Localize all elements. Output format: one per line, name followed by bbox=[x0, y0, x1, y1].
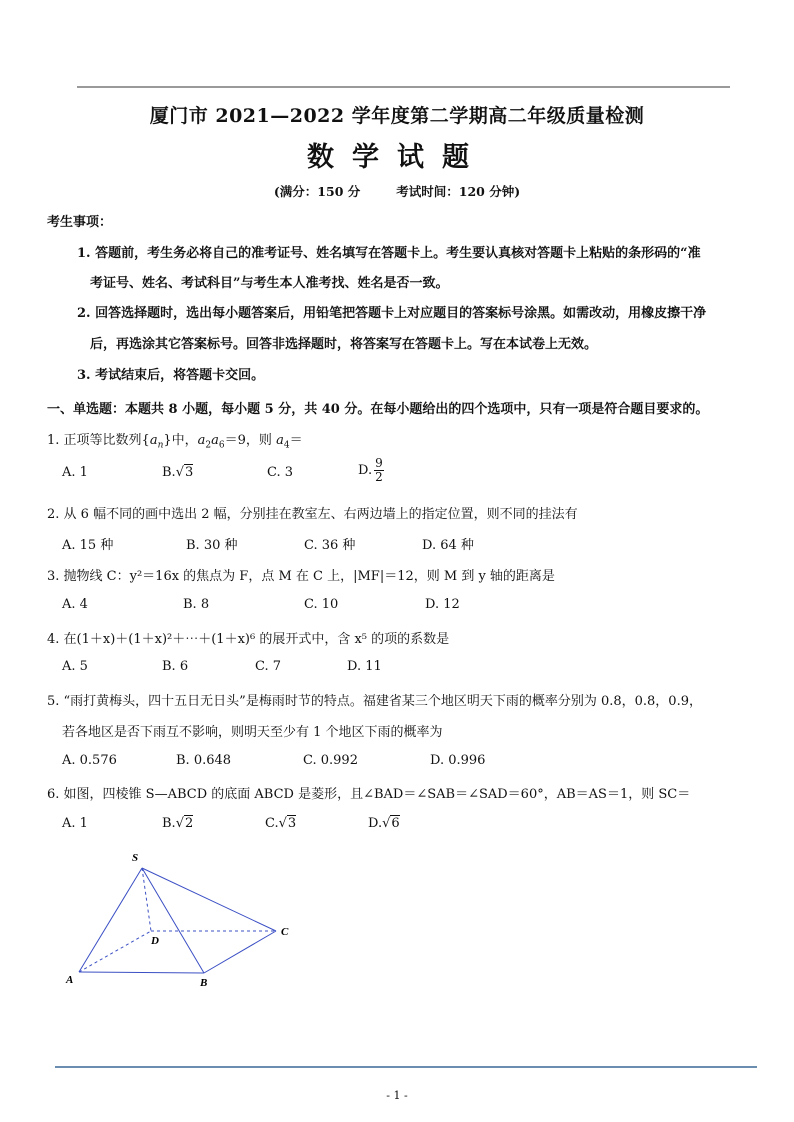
subject-title: 数学试题 bbox=[307, 142, 487, 173]
note-line: 后，再选涂其它答案标号。回答非选择题时，将答案写在答题卡上。写在本试卷上无效。 bbox=[90, 337, 598, 352]
option-c: C. 3 bbox=[267, 465, 294, 480]
option-c: C.√3 bbox=[265, 816, 297, 831]
exam-time: 考试时间：120 分钟) bbox=[396, 184, 521, 199]
question-2: 2. 从 6 幅不同的画中选出 2 幅，分别挂在教室左、右两边墙上的指定位置，则不同的挂法有 bbox=[47, 507, 578, 522]
label-c: C bbox=[281, 926, 289, 938]
top-rule bbox=[77, 86, 730, 88]
edge-sc bbox=[142, 868, 276, 931]
exam-title: 厦门市 2021—2022 学年度第二学期高二年级质量检测 bbox=[149, 105, 645, 127]
option-d: D. 64 种 bbox=[422, 538, 474, 553]
option-a: A. 1 bbox=[62, 816, 88, 831]
option-b: B. 8 bbox=[183, 597, 210, 612]
option-d: D.√6 bbox=[368, 816, 400, 831]
option-c: C. 7 bbox=[255, 659, 282, 674]
edge-sb bbox=[142, 868, 204, 973]
edge-sa bbox=[79, 868, 142, 972]
edge-sd bbox=[142, 868, 151, 931]
option-d: D. 0.996 bbox=[430, 753, 486, 768]
option-a: A. 4 bbox=[62, 597, 88, 612]
notes-heading: 考生事项： bbox=[47, 215, 113, 230]
option-d: D. 12 bbox=[425, 597, 460, 612]
option-c: C. 36 种 bbox=[304, 538, 356, 553]
label-s: S bbox=[132, 852, 139, 864]
question-4: 4. 在(1＋x)＋(1＋x)²＋⋯＋(1＋x)⁶ 的展开式中，含 x⁵ 的项的系数是 bbox=[47, 632, 450, 647]
question-1: 1. 正项等比数列$\{a_n\}$中，$a_2a_6=9$，则 $a_4=$ bbox=[47, 433, 303, 451]
bottom-rule bbox=[55, 1066, 757, 1068]
exam-info bbox=[0, 182, 794, 200]
option-c: C. 0.992 bbox=[303, 753, 358, 768]
edge-ad bbox=[79, 931, 151, 972]
full-score: (满分：150 分 bbox=[273, 184, 361, 199]
label-b: B bbox=[200, 977, 208, 989]
option-a: A. 0.576 bbox=[62, 753, 117, 768]
question-3: 3. 抛物线 C：y²＝16x 的焦点为 F，点 M 在 C 上，|MF|＝12，则 M 到 y 轴的距离是 bbox=[47, 569, 555, 584]
edge-ab bbox=[79, 972, 204, 973]
note-line: 考证号、姓名、考试科目”与考生本人准考找、姓名是否一致。 bbox=[90, 276, 449, 291]
option-c: C. 10 bbox=[304, 597, 339, 612]
pyramid-figure bbox=[60, 845, 310, 995]
edge-bc bbox=[204, 931, 276, 973]
option-b: B.√2 bbox=[162, 816, 194, 831]
question-5-line-2: 若各地区是否下雨互不影响，则明天至少有 1 个地区下雨的概率为 bbox=[62, 725, 443, 740]
note-line: 1. 答题前，考生务必将自己的准考证号、姓名填写在答题卡上。考生要认真核对答题卡上粘贴的条形码的“准 bbox=[77, 246, 701, 261]
option-b: B. 6 bbox=[162, 659, 189, 674]
option-d: D. 11 bbox=[347, 659, 382, 674]
section-heading: 一、单选题：本题共 8 小题，每小题 5 分，共 40 分。在每小题给出的四个选项中，只有一项是符合题目要求的。 bbox=[47, 402, 709, 417]
label-d: D bbox=[151, 935, 159, 947]
question-5-line-1: 5. “雨打黄梅头，四十五日无日头”是梅雨时节的特点。福建省某三个地区明天下雨的概率分别为 0.8，0.8，0.9， bbox=[47, 694, 702, 709]
option-b: B. 30 种 bbox=[186, 538, 238, 553]
question-6: 6. 如图，四棱锥 S—ABCD 的底面 ABCD 是菱形，且∠BAD＝∠SAB＝∠SAD＝60°，AB＝AS＝1，则 SC＝ bbox=[47, 787, 691, 802]
option-b: B. 0.648 bbox=[176, 753, 232, 768]
option-a: A. 5 bbox=[62, 659, 88, 674]
option-a: A. 1 bbox=[62, 465, 88, 480]
option-a: A. 15 种 bbox=[62, 538, 114, 553]
page-number: - 1 - bbox=[386, 1089, 408, 1102]
option-b: B.√3 bbox=[162, 465, 194, 480]
note-line: 3. 考试结束后，将答题卡交回。 bbox=[77, 368, 265, 383]
label-a: A bbox=[66, 974, 74, 986]
note-line: 2. 回答选择题时，选出每小题答案后，用铅笔把答题卡上对应题目的答案标号涂黑。如需改动，用橡皮擦干净 bbox=[77, 306, 707, 321]
option-d: D. $\frac{9}{2}$ bbox=[358, 456, 383, 484]
